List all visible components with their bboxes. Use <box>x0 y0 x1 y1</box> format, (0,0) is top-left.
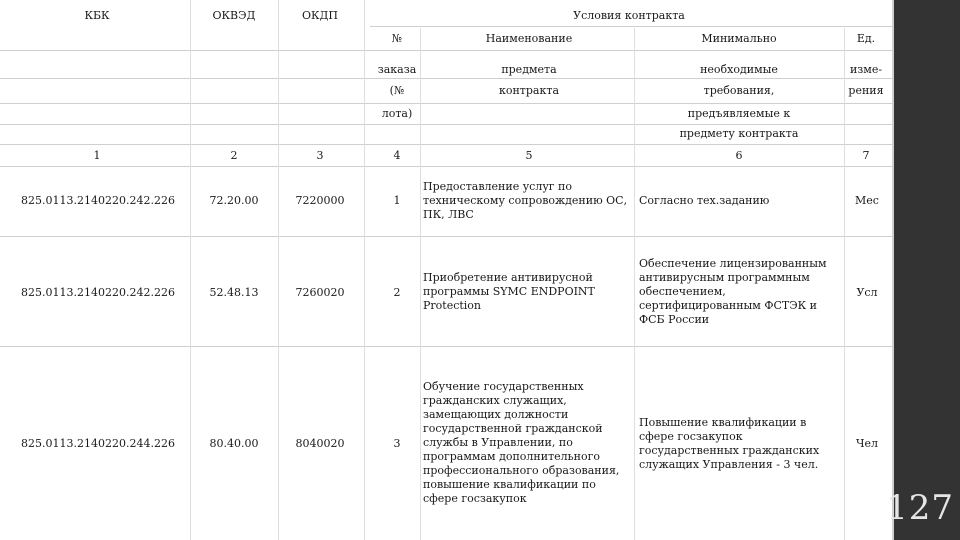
col-divider-4 <box>420 28 421 540</box>
row-2-okdp: 7260020 <box>295 286 345 299</box>
row-1-unit: Мес <box>855 194 879 207</box>
row-1-okdp: 7220000 <box>295 194 345 207</box>
row-1-kbk: 825.0113.2140220.242.226 <box>21 194 175 207</box>
row-3-num: 3 <box>393 437 401 450</box>
col-divider-6 <box>844 28 845 540</box>
header-contract-terms: Условия контракта <box>573 9 685 22</box>
column-number-1: 1 <box>93 149 101 162</box>
header-name-2: предмета <box>501 63 557 76</box>
header-unit-3: рения <box>848 84 884 97</box>
rule-row-2 <box>0 346 892 347</box>
row-3-name: Обучение государственных гражданских служащих, замещающих должности государственной гражданской службы в Управлении, по программам дополнительного профессионального образования, повышение квалификации по сфере госзакупок <box>423 380 620 505</box>
row-3-okved: 80.40.00 <box>209 437 259 450</box>
col-divider-3 <box>364 0 365 540</box>
row-2-unit: Усл <box>856 286 878 299</box>
row-2-kbk: 825.0113.2140220.242.226 <box>21 286 175 299</box>
header-kbk: КБК <box>84 9 110 22</box>
header-lot-close: лота) <box>381 107 413 120</box>
row-1-name: Предоставление услуг по техническому сопровождению ОС, ПК, ЛВС <box>423 180 628 221</box>
row-3-kbk: 825.0113.2140220.244.226 <box>21 437 175 450</box>
header-req-1: Минимально <box>701 32 777 45</box>
column-number-3: 3 <box>316 149 324 162</box>
rule-header-4 <box>0 124 892 125</box>
page-number: 127 <box>886 488 954 528</box>
header-okdp: ОКДП <box>301 9 339 22</box>
rule-header-2 <box>0 78 892 79</box>
rule-under-terms <box>370 26 892 27</box>
row-1-okved: 72.20.00 <box>209 194 259 207</box>
column-number-2: 2 <box>230 149 238 162</box>
row-2-requirements: Обеспечение лицензированным антивирусным программным обеспечением, сертифицированным ФСТЭК и ФСБ России <box>639 257 827 326</box>
row-2-okved: 52.48.13 <box>209 286 259 299</box>
col-divider-1 <box>190 0 191 540</box>
rule-col-numbers <box>0 166 892 167</box>
header-okved: ОКВЭД <box>212 9 256 22</box>
header-num: № <box>391 32 403 45</box>
header-lot-open: (№ <box>389 84 405 97</box>
slide-sidebar <box>892 0 960 540</box>
header-order-word: заказа <box>377 63 417 76</box>
rule-header-3 <box>0 103 892 104</box>
col-divider-2 <box>278 0 279 540</box>
rule-header-1 <box>0 50 892 51</box>
column-number-4: 4 <box>393 149 401 162</box>
rule-row-1 <box>0 236 892 237</box>
column-number-5: 5 <box>525 149 533 162</box>
row-3-okdp: 8040020 <box>295 437 345 450</box>
row-1-requirements: Согласно тех.заданию <box>639 194 770 207</box>
row-2-name: Приобретение антивирусной программы SYMC ENDPOINT Protection <box>423 271 595 312</box>
row-2-num: 2 <box>393 286 401 299</box>
header-name-3: контракта <box>498 84 560 97</box>
rule-header-5 <box>0 144 892 145</box>
header-name-1: Наименование <box>485 32 573 45</box>
row-3-unit: Чел <box>856 437 878 450</box>
col-divider-5 <box>634 28 635 540</box>
column-number-7: 7 <box>862 149 870 162</box>
header-req-4: предъявляемые к <box>687 107 791 120</box>
header-unit-1: Ед. <box>856 32 876 45</box>
column-number-6: 6 <box>735 149 743 162</box>
sidebar-edge <box>892 0 894 540</box>
header-req-3: требования, <box>703 84 775 97</box>
header-req-2: необходимые <box>700 63 778 76</box>
header-req-5: предмету контракта <box>679 127 799 140</box>
header-unit-2: изме- <box>849 63 883 76</box>
row-3-requirements: Повышение квалификации в сфере госзакупок государственных гражданских служащих Управления - 3 чел. <box>639 416 820 471</box>
row-1-num: 1 <box>393 194 401 207</box>
